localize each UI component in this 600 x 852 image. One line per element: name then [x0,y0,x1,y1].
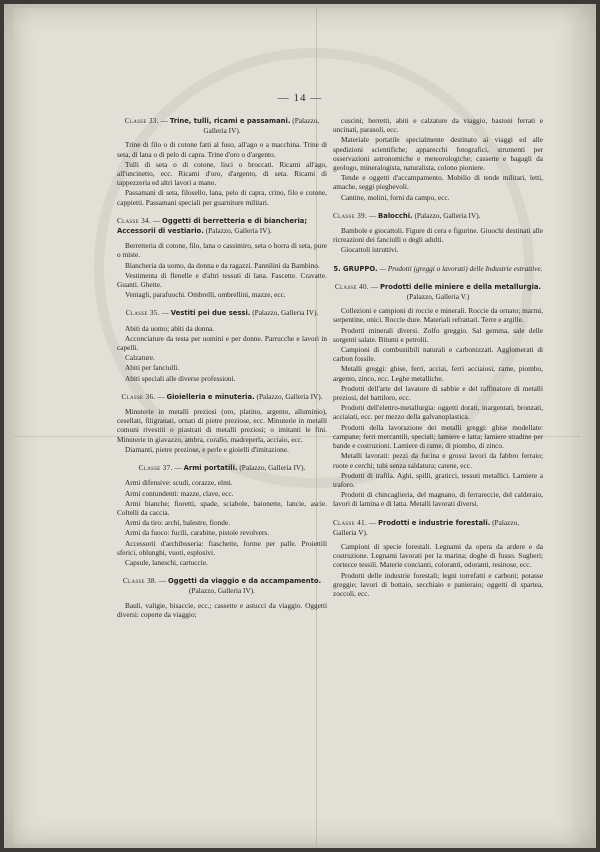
paragraph: Materiale portatile specialmente destinato ai viaggi ed alle spedizioni scientifiche; apparecchi fotografici, strumenti per osservazioni astronomiche e meteorologiche; cassette e bagagli da geologo, mineralogista, naturalista, colono pioniere. [333,135,543,173]
paragraph: Prodotti di chincaglieria, del magnano, di ferrareccie, del calderaio, lavori di lamina e di latta. Metalli lavorati diversi. [333,490,543,509]
class-title: Vestiti pei due sessi. [170,309,251,318]
class-title: Prodotti delle miniere e della metallurgia. [379,282,542,291]
left-column [117,116,327,628]
paragraph: Metalli greggi: ghise, ferri, acciai, ferri acciaiosi, rame, piombo, argento, zinco, ecc. Leghe metalliche. [333,364,543,383]
paragraph: Calzature. [125,353,155,363]
class-location: (Palazzo, Galleria IV). [252,308,319,318]
class-location: (Palazzo, Galleria IV). [205,226,272,236]
paragraph: Armi bianche; fioretti, spade, sciabole, baionette, lancie, ascie. Coltelli da caccia. [117,498,327,517]
class-section [117,576,327,619]
paragraph: Accessorii d'archibuseria: fiaschette, forme per palle. Proiettili sferici, oblunghi, vuoti, esplosivi. [117,538,327,557]
paragraph: Minuterie in metalli preziosi (oro, platino, argento, alluminio), cesellati, filigranati, ornati di pietre preziose, ecc. Minuterie in metalli comuni rivestiti o piastrati di metalli preziosi; o imitanti le fini. Minuterie in giavazzo, ambra, corallo, madreperla, acciaio, ecc. [117,407,327,444]
paragraph: Prodotti delle industrie forestali; legni torrefatti e carboni; potasse greggie; lavori di bottaio, secchiaio e panieraio; oggetti di spartea, zoccoli, ecc. [333,570,543,598]
sections-after-group [333,282,543,598]
paragraph: Berretteria di cotone, filo, lana o cassimiro, seta o borra di seta, pure o miste. [117,241,327,260]
class-heading: Classe 35. — Vestiti pei due sessi. (Palazzo, Galleria IV). [125,308,319,318]
paragraph: Tende e oggetti d'accampamento. Mobilio di tende militari, letti, amache, seggi pieghevoli. [333,173,543,192]
paragraph: Tulli di seta o di cotone, lisci o broccati. Ricami all'ago, all'uncinetto, ecc. Ricami d'oro, d'argento, di seta. Ricami di tappezzeria ed altri lavori a mano. [117,159,327,188]
class-heading: Classe 39. — Balocchi. (Palazzo, Galleria IV). [333,210,481,220]
sections-before-group [333,211,543,255]
paragraph: Abiti da uomo; abiti da donna. [125,323,215,333]
class-number: Classe 35. [125,308,160,318]
class-location: (Palazzo, Galleria IV). [188,586,256,596]
paragraph: Ventagli, parafuochi. Ombrelli, ombrellini, mazze, ecc. [125,290,286,300]
class-section [117,463,327,567]
paragraph: Cantine, molini, forni da campo, ecc. [341,192,450,202]
class-title: Oggetti da viaggio e da accampamento. [167,577,322,586]
paragraph: Passamani di seta, filosello, lana, pelo di capra, crino, filo e cotone, cappietti. Passamani speciali per guarniture militari. [117,188,327,207]
paragraph: Acconciature da testa per uomini e per donne. Parrucche e lavori in capelli. [117,333,327,353]
class-number: Classe 39. [333,210,368,220]
class-title: Gioielleria e minuteria. [166,392,255,401]
group-number: 5. GRUPPO. [333,264,378,273]
class-section [117,216,327,300]
paragraph: Diamanti, pietre preziose, e perle e gioielli d'imitazione. [125,444,289,454]
paragraph: cuscini; berretti, abiti e calzature da viaggio, bastoni ferrati e uncinati, parasoli, ecc. [333,116,543,135]
paragraph: Collezioni e campioni di roccie e minerali. Roccie da ornato; marmi, serpentine, onici. Roccie dure. Materiali refrattari. Terre e argille. [333,306,543,325]
paragraph: Bauli, valigie, bisaccie, ecc.; cassette e astucci da viaggio. Oggetti diversi: coperte da viaggio; [117,600,327,619]
page-number: — 14 — [277,92,323,104]
class-section [117,308,327,382]
class-location: (Palazzo, Galleria IV). [414,210,481,220]
paragraph: Prodotti dell'arte del lavatore di sabbie e del raffinatore di metalli preziosi, del battiloro, ecc. [333,383,543,403]
paragraph: Armi da fuoco: fucili, carabine, pistole revolvers. [125,528,270,538]
class-location: (Palazzo, Galleria V). [333,517,520,537]
class-number: Classe 41. [333,517,368,527]
paragraph: Metalli lavorati: pezzi da fucina e grossi lavori da fabbro ferraio; ruote e cerchi; tubi senza saldatura; catene, ecc. [333,451,543,470]
class-section [333,282,543,509]
class-title: Oggetti di berretteria e di biancheria; Accessorii di vestiario. [117,216,308,236]
paragraph: Armi difensive: scudi, corazze, elmi. [125,478,233,488]
paragraph: Prodotti di trafila. Aghi, spilli, graticci, tessuti metallici. Lamiere a traforo. [333,470,543,489]
right-column [333,116,543,607]
paragraph: Armi da tiro: archi, balestre, fionde. [125,518,230,528]
class-heading: Classe 34. — Oggetti di berretteria e di biancheria; Accessorii di vestiario. (Palazzo, Galleria IV). [117,215,308,236]
paragraph: Giocattoli istruttivi. [341,245,399,255]
paragraph: Biancheria da uomo, da donna e da ragazzi. Pannilini da Bambino. [125,260,320,270]
group-title: — Prodotti (greggi o lavorati) delle Industrie estrattive. [379,263,543,273]
paragraph: Capsule, laneschi, cartuccie. [125,557,208,567]
paragraph: Armi contundenti: mazze, clave, ecc. [125,488,234,498]
class-section [117,392,327,454]
class-location: (Palazzo, Galleria IV). [256,391,323,401]
class-heading: Classe 40. — Prodotti delle miniere e della metallurgia. (Palazzo, Galleria V.) [334,281,542,302]
paragraph: Prodotti dell'elettro-metallurgia: oggetti dorati, inargentati, bronzati, acciaiati, ecc. per mezzo della galvanoplastica. [333,403,543,422]
paragraph: Campioni di combustibili naturali e carbonizzati. Agglomerati di carbon fossile. [333,345,543,364]
group-heading [333,264,543,274]
paragraph: Vestimenta di flenelle e d'altri tessuti di lana. Fascette. Cravatte. Guanti. Ghette. [117,270,327,290]
paragraph: Bambole e giocattoli. Figure di cera e figurine. Giuochi destinati alle ricreazioni dei fanciulli o degli adulti. [333,226,543,245]
class-heading: Classe 41. — Prodotti e industrie forestali. (Palazzo, Galleria V). [333,517,520,537]
class-title: Balocchi. [378,211,413,220]
class-heading: Classe 33. — Trine, tulli, ricami e passamani. (Palazzo, Galleria IV). [124,116,320,136]
class-heading: Classe 36. — Gioielleria e minuteria. (Palazzo, Galleria IV). [121,391,323,401]
class-location: (Palazzo, Galleria V.) [406,292,470,302]
class-location: (Palazzo, Galleria IV). [239,463,306,473]
class-number: Classe 36. [121,391,156,401]
paragraph: Abiti per fanciulli. [125,363,180,373]
class-heading: Classe 37. — Armi portatili. (Palazzo, Galleria IV). [138,463,306,473]
class-section [333,518,543,599]
class-number: Classe 38. [122,576,157,586]
class-section [117,116,327,207]
paragraph: Prodotti della lavorazione dei metalli greggi: ghise modellate: campane; ferri mercantili, speciali; lamiere e latta; lamiere stradine per bande e costruzioni. Lamiere di rame, di piombo, di zinco. [333,422,543,451]
class-number: Classe 40. [334,281,369,291]
paragraph: Prodotti minerali diversi. Zolfo greggio. Sal gemma, sale delle sorgenti salate. Bitumi e petrolii. [333,325,543,344]
class-location: (Palazzo, Galleria IV). [203,116,320,136]
class-title: Armi portatili. [183,464,238,473]
continued-text [333,116,543,202]
class-section [333,211,543,255]
class-heading: Classe 38. — Oggetti da viaggio e da accampamento. (Palazzo, Galleria IV). [122,576,322,596]
class-title: Prodotti e industrie forestali. [378,518,491,527]
class-number: Classe 37. [138,463,173,473]
paragraph: Campioni di specie forestali. Legnami da opera da ardere e da costruzione. Legnami lavorati per la marina; doghe di fusso. Sugheri; cortecce tessili. Materie concianti, coloranti, odoranti, resinose, ecc. [333,541,543,570]
class-title: Trine, tulli, ricami e passamani. [169,117,291,125]
class-number: Classe 33. [124,116,159,125]
class-number: Classe 34. [117,215,152,225]
paragraph: Trine di filo o di cotone fatti al fuso, all'ago o a macchina. Trine di seta, di lana o di pelo di capra. Trine d'oro o d'argento. [117,140,327,159]
paragraph: Abiti speciali alle diverse professioni. [125,373,236,383]
